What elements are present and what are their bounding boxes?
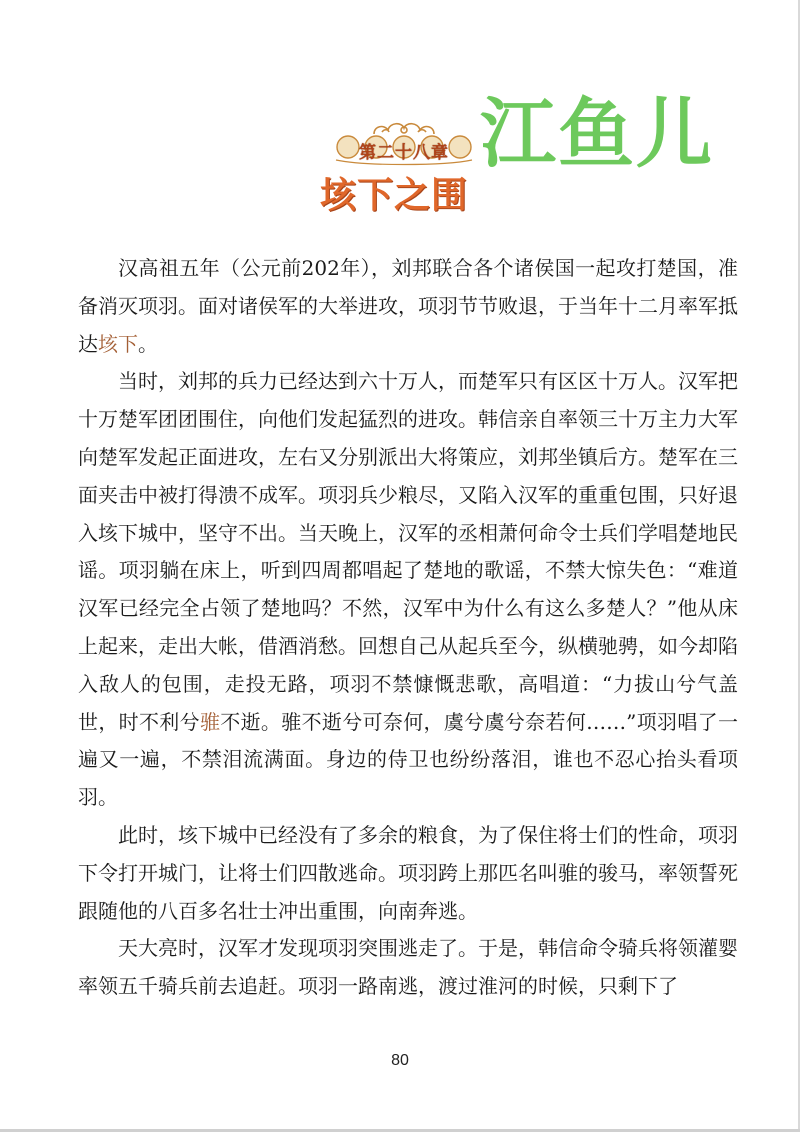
chapter-title: 垓下之围 <box>320 175 469 216</box>
paragraph-2 <box>78 363 738 817</box>
paragraph-text: 天大亮时，汉军才发现项羽突围逃走了。于是，韩信命令骑兵将领灌婴率领五千骑兵前去追赶。项羽一路南逃，渡过淮河的时候，只剩下了 <box>78 936 738 999</box>
paragraph-1 <box>78 250 738 363</box>
paragraph-3 <box>78 817 738 930</box>
paragraph-text: 汉高祖五年（公元前202年），刘邦联合各个诸侯国一起攻打楚国，准备消灭项羽。面对诸侯军的大举进攻，项羽节节败退，于当年十二月率军抵达 <box>78 256 738 356</box>
paragraph-text: 此时，垓下城中已经没有了多余的粮食，为了保住将士们的性命，项羽下令打开城门，让将士们四散逃命。项羽跨上那匹名叫骓的骏马，率领誓死跟随他的八百多名壮士冲出重围，向南奔逃。 <box>78 822 738 923</box>
brand-watermark: 江鱼儿 <box>480 89 714 178</box>
chapter-badge-label: 第二十八章 <box>359 143 449 163</box>
paragraph-4 <box>78 930 738 1006</box>
body-text <box>78 250 738 1006</box>
page-number: 80 <box>391 1052 409 1069</box>
paragraph-text: 当时，刘邦的兵力已经达到六十万人，而楚军只有区区十万人。汉军把十万楚军团团围住，向他们发起猛烈的进攻。韩信亲自率领三十万主力大军向楚军发起正面进攻，左右又分别派出大将策应，刘邦坐镇后方。楚军在三面夹击中被打得溃不成军。项羽兵少粮尽，又陷入汉军的重重包围，只好退入垓下城中，坚守不出。当天晚上，汉军的丞相萧何命令士兵们学唱楚地民谣。项羽躺在床上，听到四周都唱起了楚地的歌谣，不禁大惊失色：“难道汉军已经完全占领了楚地吗？不然，汉军中为什么有这么多楚人？”他从床上起来，走出大帐，借酒消愁。回想自己从起兵至今，纵横驰骋，如今却陷入敌人的包围，走投无路，项羽不禁慷慨悲歌，高唱道：“力拔山兮气盖世，时不利兮 <box>78 369 738 734</box>
paragraph-text: 不逝。骓不逝兮可奈何，虞兮虞兮奈若何……”项羽唱了一遍又一遍，不禁泪流满面。身边的侍卫也纷纷落泪，谁也不忍心抬头看项羽。 <box>78 709 738 810</box>
paragraph-text: 。 <box>138 331 158 356</box>
highlighted-term: 骓 <box>199 709 221 734</box>
chapter-badge <box>334 116 474 172</box>
highlighted-term: 垓下 <box>98 331 138 356</box>
